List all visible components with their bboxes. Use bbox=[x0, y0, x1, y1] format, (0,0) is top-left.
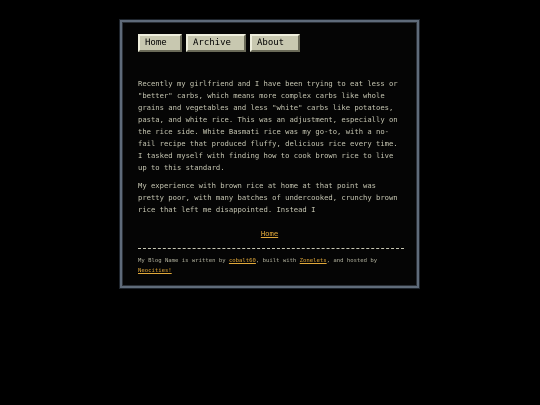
nav-bar bbox=[138, 34, 304, 52]
footer-suffix: , and hosted by bbox=[326, 258, 378, 264]
home-link[interactable]: Home bbox=[260, 229, 279, 238]
nav-home-button[interactable]: Home bbox=[138, 34, 182, 52]
nav-about-button[interactable]: About bbox=[250, 34, 300, 52]
post-paragraph-1: Recently my girlfriend and I have been trying to eat less or "better" carbs, which means more complex carbs like whole grains and vegetables and less "white" carbs like potatoes, pasta, and white rice. This was an adjustment, especially on the rice side. White Basmati rice was my go-to, with a no-fail recipe that produced fluffy, delicious rice every time. I tasked myself with finding how to cook brown rice to live up to this standard. bbox=[138, 79, 398, 172]
footer bbox=[138, 256, 406, 276]
footer-middle: , built with bbox=[255, 258, 300, 264]
blog-window bbox=[120, 20, 419, 288]
footer-builder-link[interactable]: Zonelets bbox=[299, 258, 327, 264]
footer-host-link[interactable]: Neocities! bbox=[138, 268, 172, 274]
footer-divider bbox=[138, 248, 404, 249]
post-content bbox=[138, 78, 403, 222]
nav-archive-button[interactable]: Archive bbox=[186, 34, 246, 52]
home-link-container bbox=[122, 229, 417, 239]
footer-author-link[interactable]: cobalt60 bbox=[228, 258, 256, 264]
post-paragraph-2: My experience with brown rice at home at that point was pretty poor, with many batches of undercooked, crunchy brown rice that left me disappointed. Instead I bbox=[138, 181, 398, 214]
footer-prefix: My Blog Name is written by bbox=[138, 258, 229, 264]
